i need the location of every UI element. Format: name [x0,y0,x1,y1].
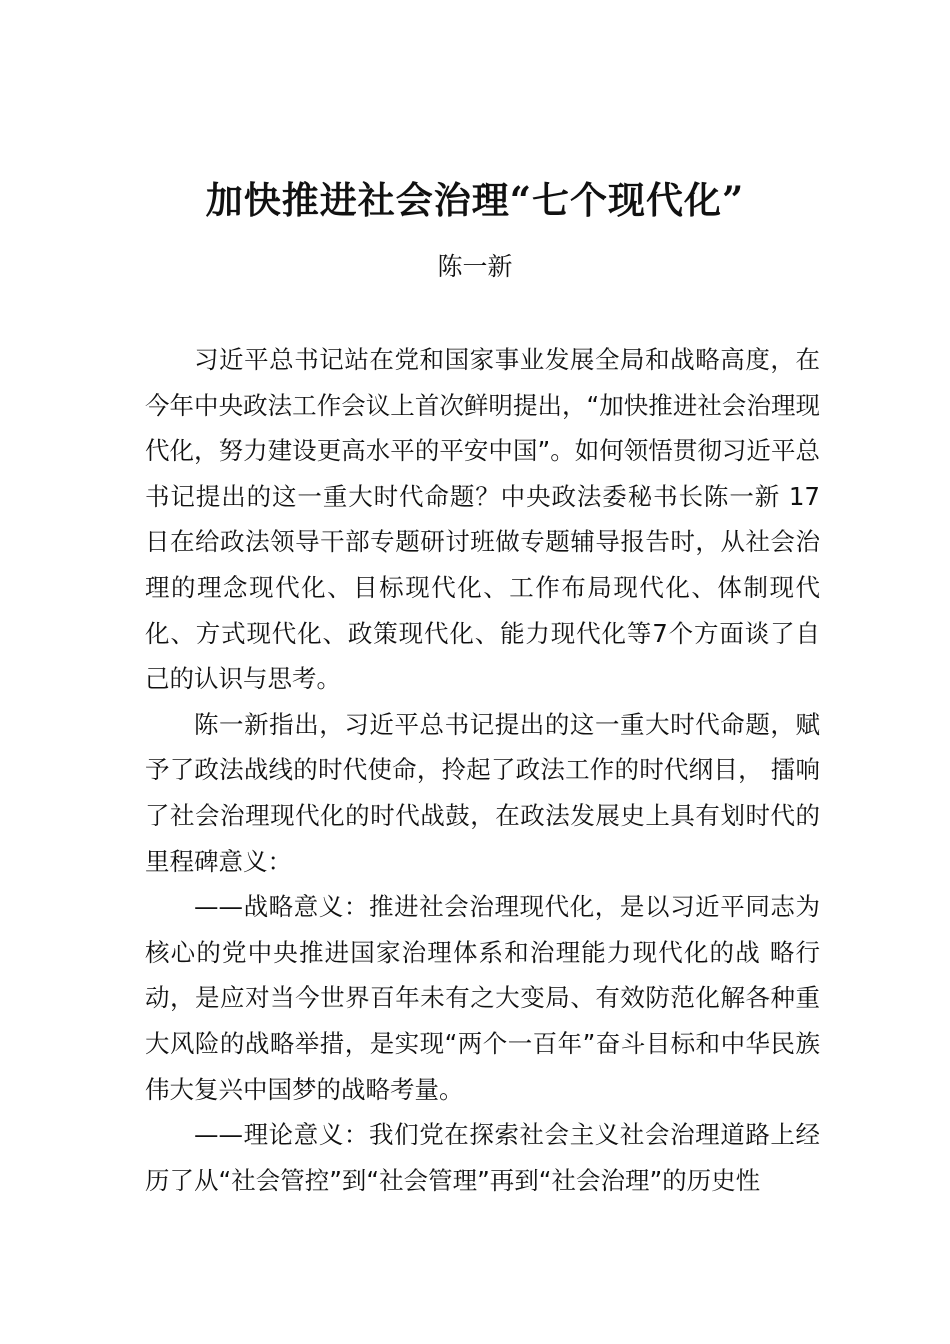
body-paragraph: ——理论意义：我们党在探索社会主义社会治理道路上经历了从“社会管控”到“社会管理”再到“社会治理”的历史性 [145,1120,820,1195]
body-paragraph: ——战略意义：推进社会治理现代化，是以习近平同志为核心的党中央推进国家治理体系和治理能力现代化的战 略行动，是应对当今世界百年未有之大变局、有效防范化解各种重大风险的战略举措，是实现“两个一百年”奋斗目标和中华民族伟大复兴中国梦的战略考量。 [145,892,820,1104]
document-title: 加快推进社会治理“七个现代化” [205,178,745,222]
author-name: 陈一新 [437,252,513,281]
body-paragraph: 习近平总书记站在党和国家事业发展全局和战略高度，在今年中央政法工作会议上首次鲜明提出，“加快推进社会治理现代化，努力建设更高水平的平安中国”。如何领悟贯彻习近平总书记提出的这一重大时代命题？中央政法委秘书长陈一新 17 日在给政法领导干部专题研讨班做专题辅导报告时，从社会治理的理念现代化、目标现代化、工作布局现代化、体制现代化、方式现代化、政策现代化、能力现代化等7个方面谈了自己的认识与思考。 [145,345,820,694]
document-body [145,337,820,1203]
body-paragraph: 陈一新指出，习近平总书记提出的这一重大时代命题，赋予了政法战线的时代使命，拎起了政法工作的时代纲目， 擂响了社会治理现代化的时代战鼓，在政法发展史上具有划时代的里程碑意义： [145,709,820,876]
